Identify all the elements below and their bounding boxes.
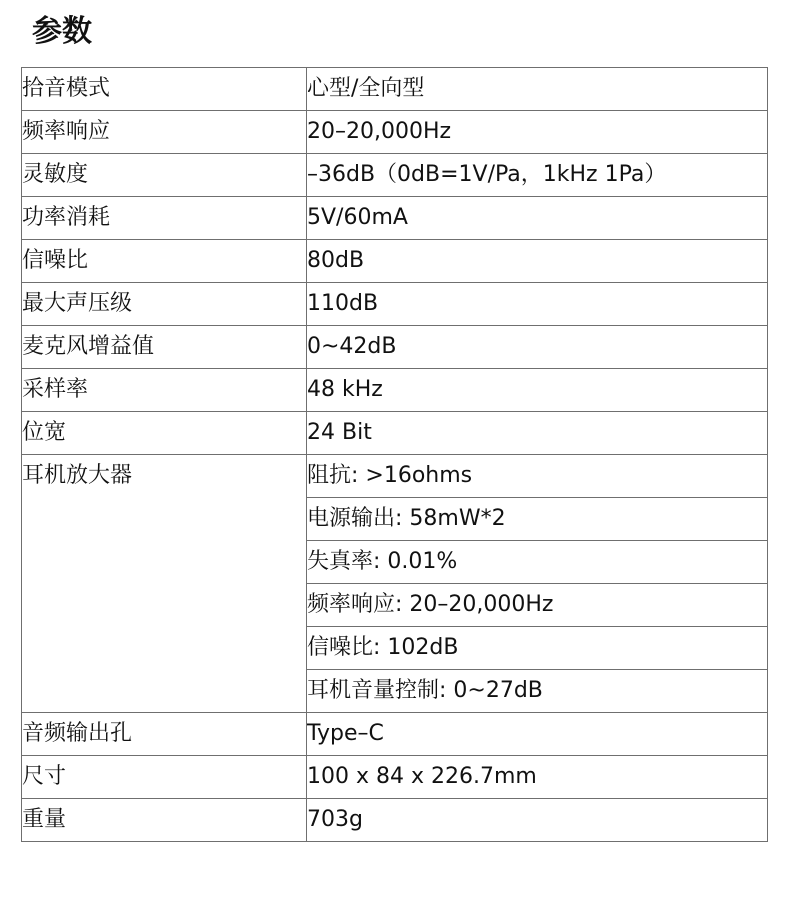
spec-value: 80dB: [307, 240, 768, 283]
spec-value: –36dB（0dB=1V/Pa，1kHz 1Pa）: [307, 154, 768, 197]
table-row: [22, 283, 768, 326]
spec-value: Type–C: [307, 713, 768, 756]
table-row: [22, 111, 768, 154]
spec-value: 耳机音量控制: 0~27dB: [307, 670, 768, 713]
spec-value: 失真率: 0.01%: [307, 541, 768, 584]
spec-label: 频率响应: [22, 111, 307, 154]
spec-label: 信噪比: [22, 240, 307, 283]
table-row: [22, 326, 768, 369]
spec-value: 阻抗: >16ohms: [307, 455, 768, 498]
table-row: [22, 240, 768, 283]
spec-value: 110dB: [307, 283, 768, 326]
spec-value: 信噪比: 102dB: [307, 627, 768, 670]
spec-label: 灵敏度: [22, 154, 307, 197]
spec-value: 100 x 84 x 226.7mm: [307, 756, 768, 799]
spec-value: 24 Bit: [307, 412, 768, 455]
spec-label: 重量: [22, 799, 307, 842]
spec-value: 电源输出: 58mW*2: [307, 498, 768, 541]
spec-label: 位宽: [22, 412, 307, 455]
table-row: [22, 756, 768, 799]
spec-table: [21, 67, 768, 842]
table-row: [22, 68, 768, 111]
spec-label: 麦克风增益值: [22, 326, 307, 369]
spec-label: 音频输出孔: [22, 713, 307, 756]
spec-label: 功率消耗: [22, 197, 307, 240]
table-row: [22, 713, 768, 756]
table-row: [22, 799, 768, 842]
table-row: [22, 197, 768, 240]
spec-label: 最大声压级: [22, 283, 307, 326]
spec-value: 频率响应: 20–20,000Hz: [307, 584, 768, 627]
spec-value: 48 kHz: [307, 369, 768, 412]
spec-value: 20–20,000Hz: [307, 111, 768, 154]
spec-label: 采样率: [22, 369, 307, 412]
table-row: [22, 369, 768, 412]
table-row: [22, 455, 768, 498]
spec-label: 尺寸: [22, 756, 307, 799]
spec-value: 5V/60mA: [307, 197, 768, 240]
spec-value: 703g: [307, 799, 768, 842]
spec-label-amplifier: 耳机放大器: [22, 455, 307, 713]
table-row: [22, 154, 768, 197]
table-row: [22, 412, 768, 455]
spec-label: 拾音模式: [22, 68, 307, 111]
spec-value: 0~42dB: [307, 326, 768, 369]
page-title: 参数: [32, 14, 92, 49]
spec-value: 心型/全向型: [307, 68, 768, 111]
